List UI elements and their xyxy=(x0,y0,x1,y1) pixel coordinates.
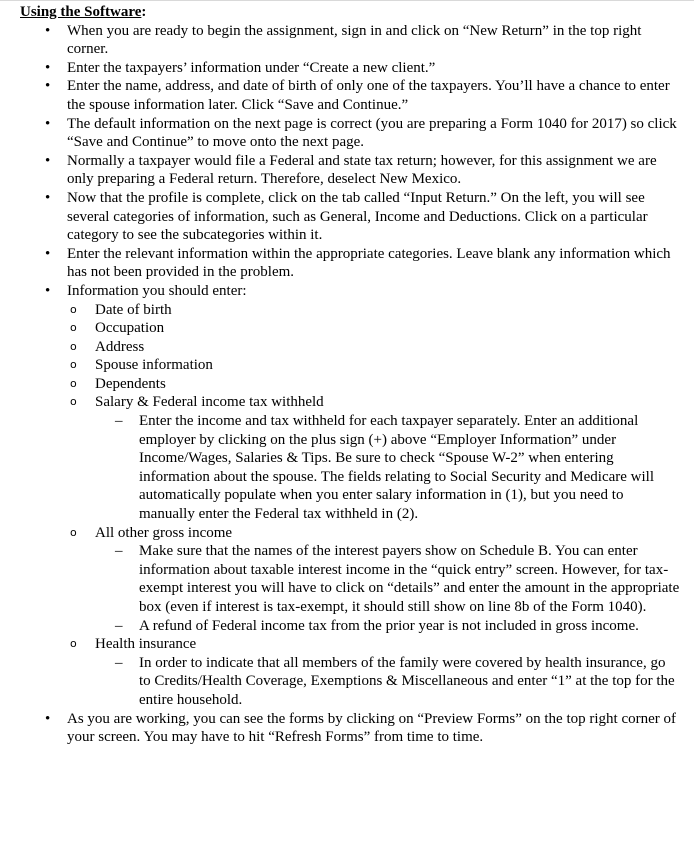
section-heading: Using the Software: xyxy=(20,4,147,20)
note-item: – A refund of Federal income tax from the prior year is not included in gross income. xyxy=(115,617,639,634)
list-item: • Normally a taxpayer would file a Federal and state tax return; however, for this assignment we are only preparing a Federal return. Therefore, deselect New Mexico. xyxy=(45,152,657,188)
sublist-item: o Date of birth xyxy=(70,301,172,318)
list-item: • As you are working, you can see the forms by clicking on “Preview Forms” on the top right corner of your screen. You may have to hit “Refresh Forms” from time to time. xyxy=(45,710,677,746)
sublist-item: o Salary & Federal income tax withheld – Enter the income and tax withheld for each taxpayer separately. Enter an additional employer by clicking on the plus sign (+) above “Employer Information” under Income/Wages, Salaries & Tips. Be sure to check “Spouse W-2” when entering information about the spouse. The fields relating to Social Security and Medicare will automatically populate when you enter salary information in (1), but you need to manually enter the Federal tax withheld in (2). xyxy=(20,393,680,523)
top-rule xyxy=(0,0,694,1)
list-item: • Enter the relevant information within the appropriate categories. Leave blank any information which has not been provided in the problem. xyxy=(45,245,671,281)
instruction-list xyxy=(20,22,680,747)
list-item: • Enter the taxpayers’ information under “Create a new client.” xyxy=(45,59,436,76)
sublist-item: o Occupation xyxy=(70,320,165,337)
note-item: – Make sure that the names of the interest payers show on Schedule B. You can enter information about taxable interest income in the “quick entry” screen. However, for tax-exempt interest you will have to click on “details” and enter the amount in the appropriate box (even if interest is tax-exempt, it should still show on line 8b of the Form 1040). xyxy=(115,543,680,615)
list-item: • The default information on the next page is correct (you are preparing a Form 1040 for 2017) so click “Save and Continue” to move onto the next page. xyxy=(45,115,677,151)
note-item: – In order to indicate that all members of the family were covered by health insurance, go to Credits/Health Coverage, Exemptions & Miscellaneous and enter “1” at the top for the entire household. xyxy=(115,654,675,708)
sublist-item: o Health insurance – In order to indicate that all members of the family were covered by health insurance, go to Credits/Health Coverage, Exemptions & Miscellaneous and enter “1” at the top for the entire household. xyxy=(20,635,680,709)
list-item: • Enter the name, address, and date of birth of only one of the taxpayers. You’ll have a chance to enter the spouse information later. Click “Save and Continue.” xyxy=(45,78,670,113)
document-page xyxy=(20,3,680,747)
sublist-item: o Address xyxy=(70,338,145,355)
note-list xyxy=(95,654,680,710)
note-item: – Enter the income and tax withheld for each taxpayer separately. Enter an additional employer by clicking on the plus sign (+) above “Employer Information” under Income/Wages, Salaries & Tips. Be sure to check “Spouse W-2” when entering information about the spouse. The fields relating to Social Security and Medicare will automatically populate when you enter salary information in (1), but you need to manually enter the Federal tax withheld in (2). xyxy=(115,413,655,523)
sublist-item: o Dependents xyxy=(70,375,166,392)
note-list xyxy=(95,412,680,524)
list-item: • Information you should enter: o Date of birth o Occupation o Address o Spouse information o Dependents o Salary & Federal income tax withheld – Enter the income and tax withheld for each taxpayer separately. Enter an additional employer by clicking on the plus sign (+) above “Employer Information” under Income/Wages, Salaries & Tips. Be sure to check “Spouse W-2” when entering information about the spouse. The fields relating to Social Security and Medicare will automatically populate when you enter salary information in (1), but you need to manually enter the Federal tax withheld in (2). o All other gross income – Make sure that the names of the interest payers show on Schedule B. You can enter information about taxable interest income in the “quick entry” screen. However, for tax-exempt interest you will have to click on “details” and enter the amount in the appropriate box (even if interest is tax-exempt, it should still show on line 8b of the Form 1040). – A refund of Federal income tax from the prior year is not included in gross income. o Health insurance – In order to indicate that all members of the family were covered by health insurance, go to Credits/Health Coverage, Exemptions & Miscellaneous and enter “1” at the top for the entire household. xyxy=(20,282,680,710)
sublist-item: o All other gross income – Make sure that the names of the interest payers show on Schedule B. You can enter information about taxable interest income in the “quick entry” screen. However, for tax-exempt interest you will have to click on “details” and enter the amount in the appropriate box (even if interest is tax-exempt, it should still show on line 8b of the Form 1040). – A refund of Federal income tax from the prior year is not included in gross income. xyxy=(20,524,680,636)
list-item: • Now that the profile is complete, click on the tab called “Input Return.” On the left, you will see several categories of information, such as General, Income and Deductions. Click on a particular category to see the subcategories within it. xyxy=(45,189,648,244)
note-list xyxy=(95,542,680,635)
sublist-item: o Spouse information xyxy=(70,357,213,374)
information-sublist xyxy=(67,301,680,710)
list-item: • When you are ready to begin the assignment, sign in and click on “New Return” in the top right corner. xyxy=(45,22,642,58)
